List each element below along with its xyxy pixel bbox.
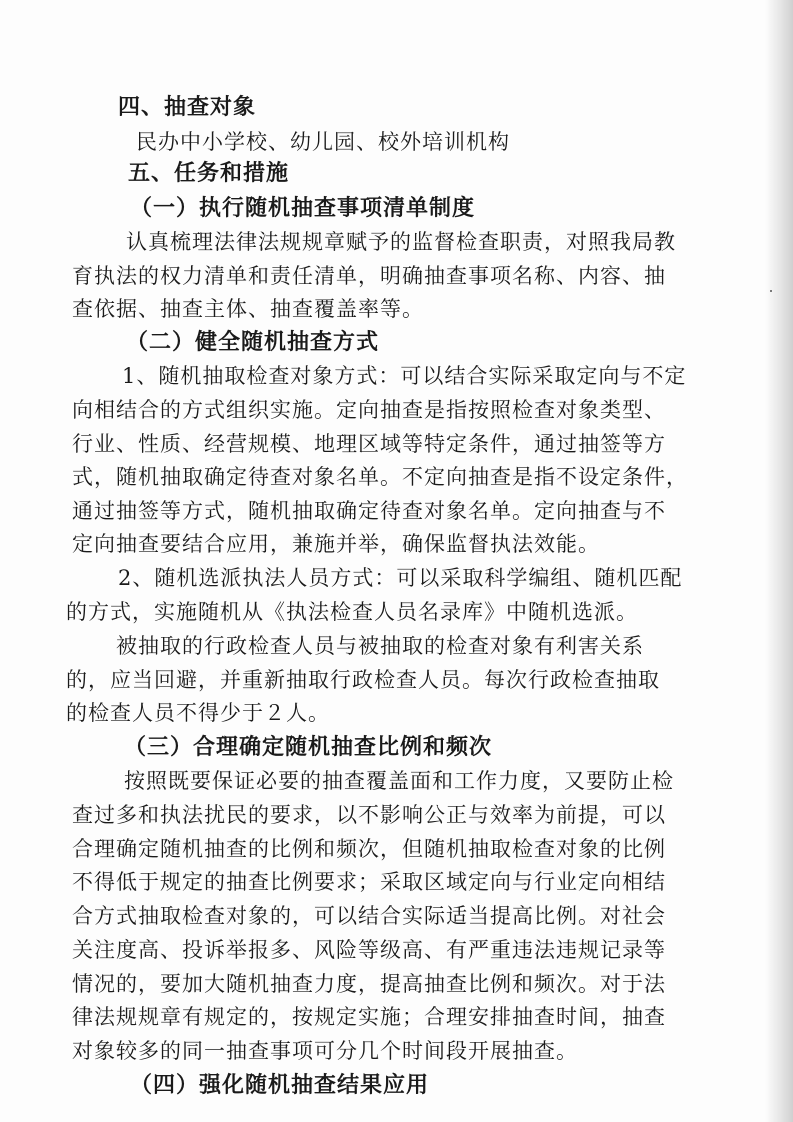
sub2-item3-line: 的，应当回避，并重新抽取行政检查人员。每次行政检查抽取: [66, 668, 660, 692]
sub2-item1-line: 通过抽签等方式，随机抽取确定待查对象名单。定向抽查与不: [72, 499, 666, 523]
sub2-item2-line: 2、随机选派执法人员方式：可以采取科学编组、随机匹配: [118, 566, 683, 590]
sub1-line: 认真梳理法律法规规章赋予的监督检查职责，对照我局教: [126, 230, 676, 254]
sub2-item3-line: 的检查人员不得少于２人。: [66, 701, 330, 725]
sub2-item2-line: 的方式，实施随机从《执法检查人员名录库》中随机选派。: [66, 600, 638, 624]
sub2-item1-line: 1、随机抽取检查对象方式：可以结合实际采取定向与不定: [122, 364, 687, 388]
sub2-item1-line: 式，随机抽取确定待查对象名单。不定向抽查是指不设定条件，: [72, 465, 688, 489]
sub2-heading: （二）健全随机抽查方式: [126, 329, 380, 355]
sub3-line: 关注度高、投诉举报多、风险等级高、有严重违法违规记录等: [72, 938, 666, 962]
sub3-heading: （三）合理确定随机抽查比例和频次: [124, 734, 493, 760]
sub4-heading: （四）强化随机抽查结果应用: [130, 1072, 430, 1098]
sub3-line: 不得低于规定的抽查比例要求；采取区域定向与行业定向相结: [72, 870, 666, 894]
sub3-line: 查过多和执法扰民的要求，以不影响公正与效率为前提，可以: [72, 803, 666, 827]
sub3-line: 合理确定随机抽查的比例和频次，但随机抽取检查对象的比例: [72, 837, 666, 861]
section4-heading: 四、抽查对象: [118, 94, 257, 120]
sub2-item1-line: 行业、性质、经营规模、地理区域等特定条件，通过抽签等方: [72, 432, 666, 456]
scan-edge-shadow: [765, 0, 793, 1122]
sub2-item1-line: 向相结合的方式组织实施。定向抽查是指按照检查对象类型、: [72, 398, 666, 422]
sub3-line: 律法规规章有规定的，按规定实施；合理安排抽查时间，抽查: [72, 1005, 666, 1029]
sub3-line: 情况的，要加大随机抽查力度，提高抽查比例和频次。对于法: [72, 972, 666, 996]
sub3-line: 对象较多的同一抽查事项可分几个时间段开展抽查。: [72, 1039, 578, 1063]
sub1-heading: （一）执行随机抽查事项清单制度: [130, 195, 476, 221]
sub3-line: 合方式抽取检查对象的，可以结合实际适当提高比例。对社会: [72, 904, 666, 928]
sub2-item3-line: 被抽取的行政检查人员与被抽取的检查对象有利害关系: [116, 634, 644, 658]
section4-body: 民办中小学校、幼儿园、校外培训机构: [136, 130, 510, 154]
sub1-line: 查依据、抽查主体、抽查覆盖率等。: [72, 297, 424, 321]
section5-heading: 五、任务和措施: [128, 160, 290, 186]
sub1-line: 育执法的权力清单和责任清单，明确抽查事项名称、内容、抽: [72, 264, 666, 288]
sub2-item1-line: 定向抽查要结合应用，兼施并举，确保监督执法效能。: [72, 532, 600, 556]
sub3-line: 按照既要保证必要的抽查覆盖面和工作力度，又要防止检: [124, 769, 674, 793]
